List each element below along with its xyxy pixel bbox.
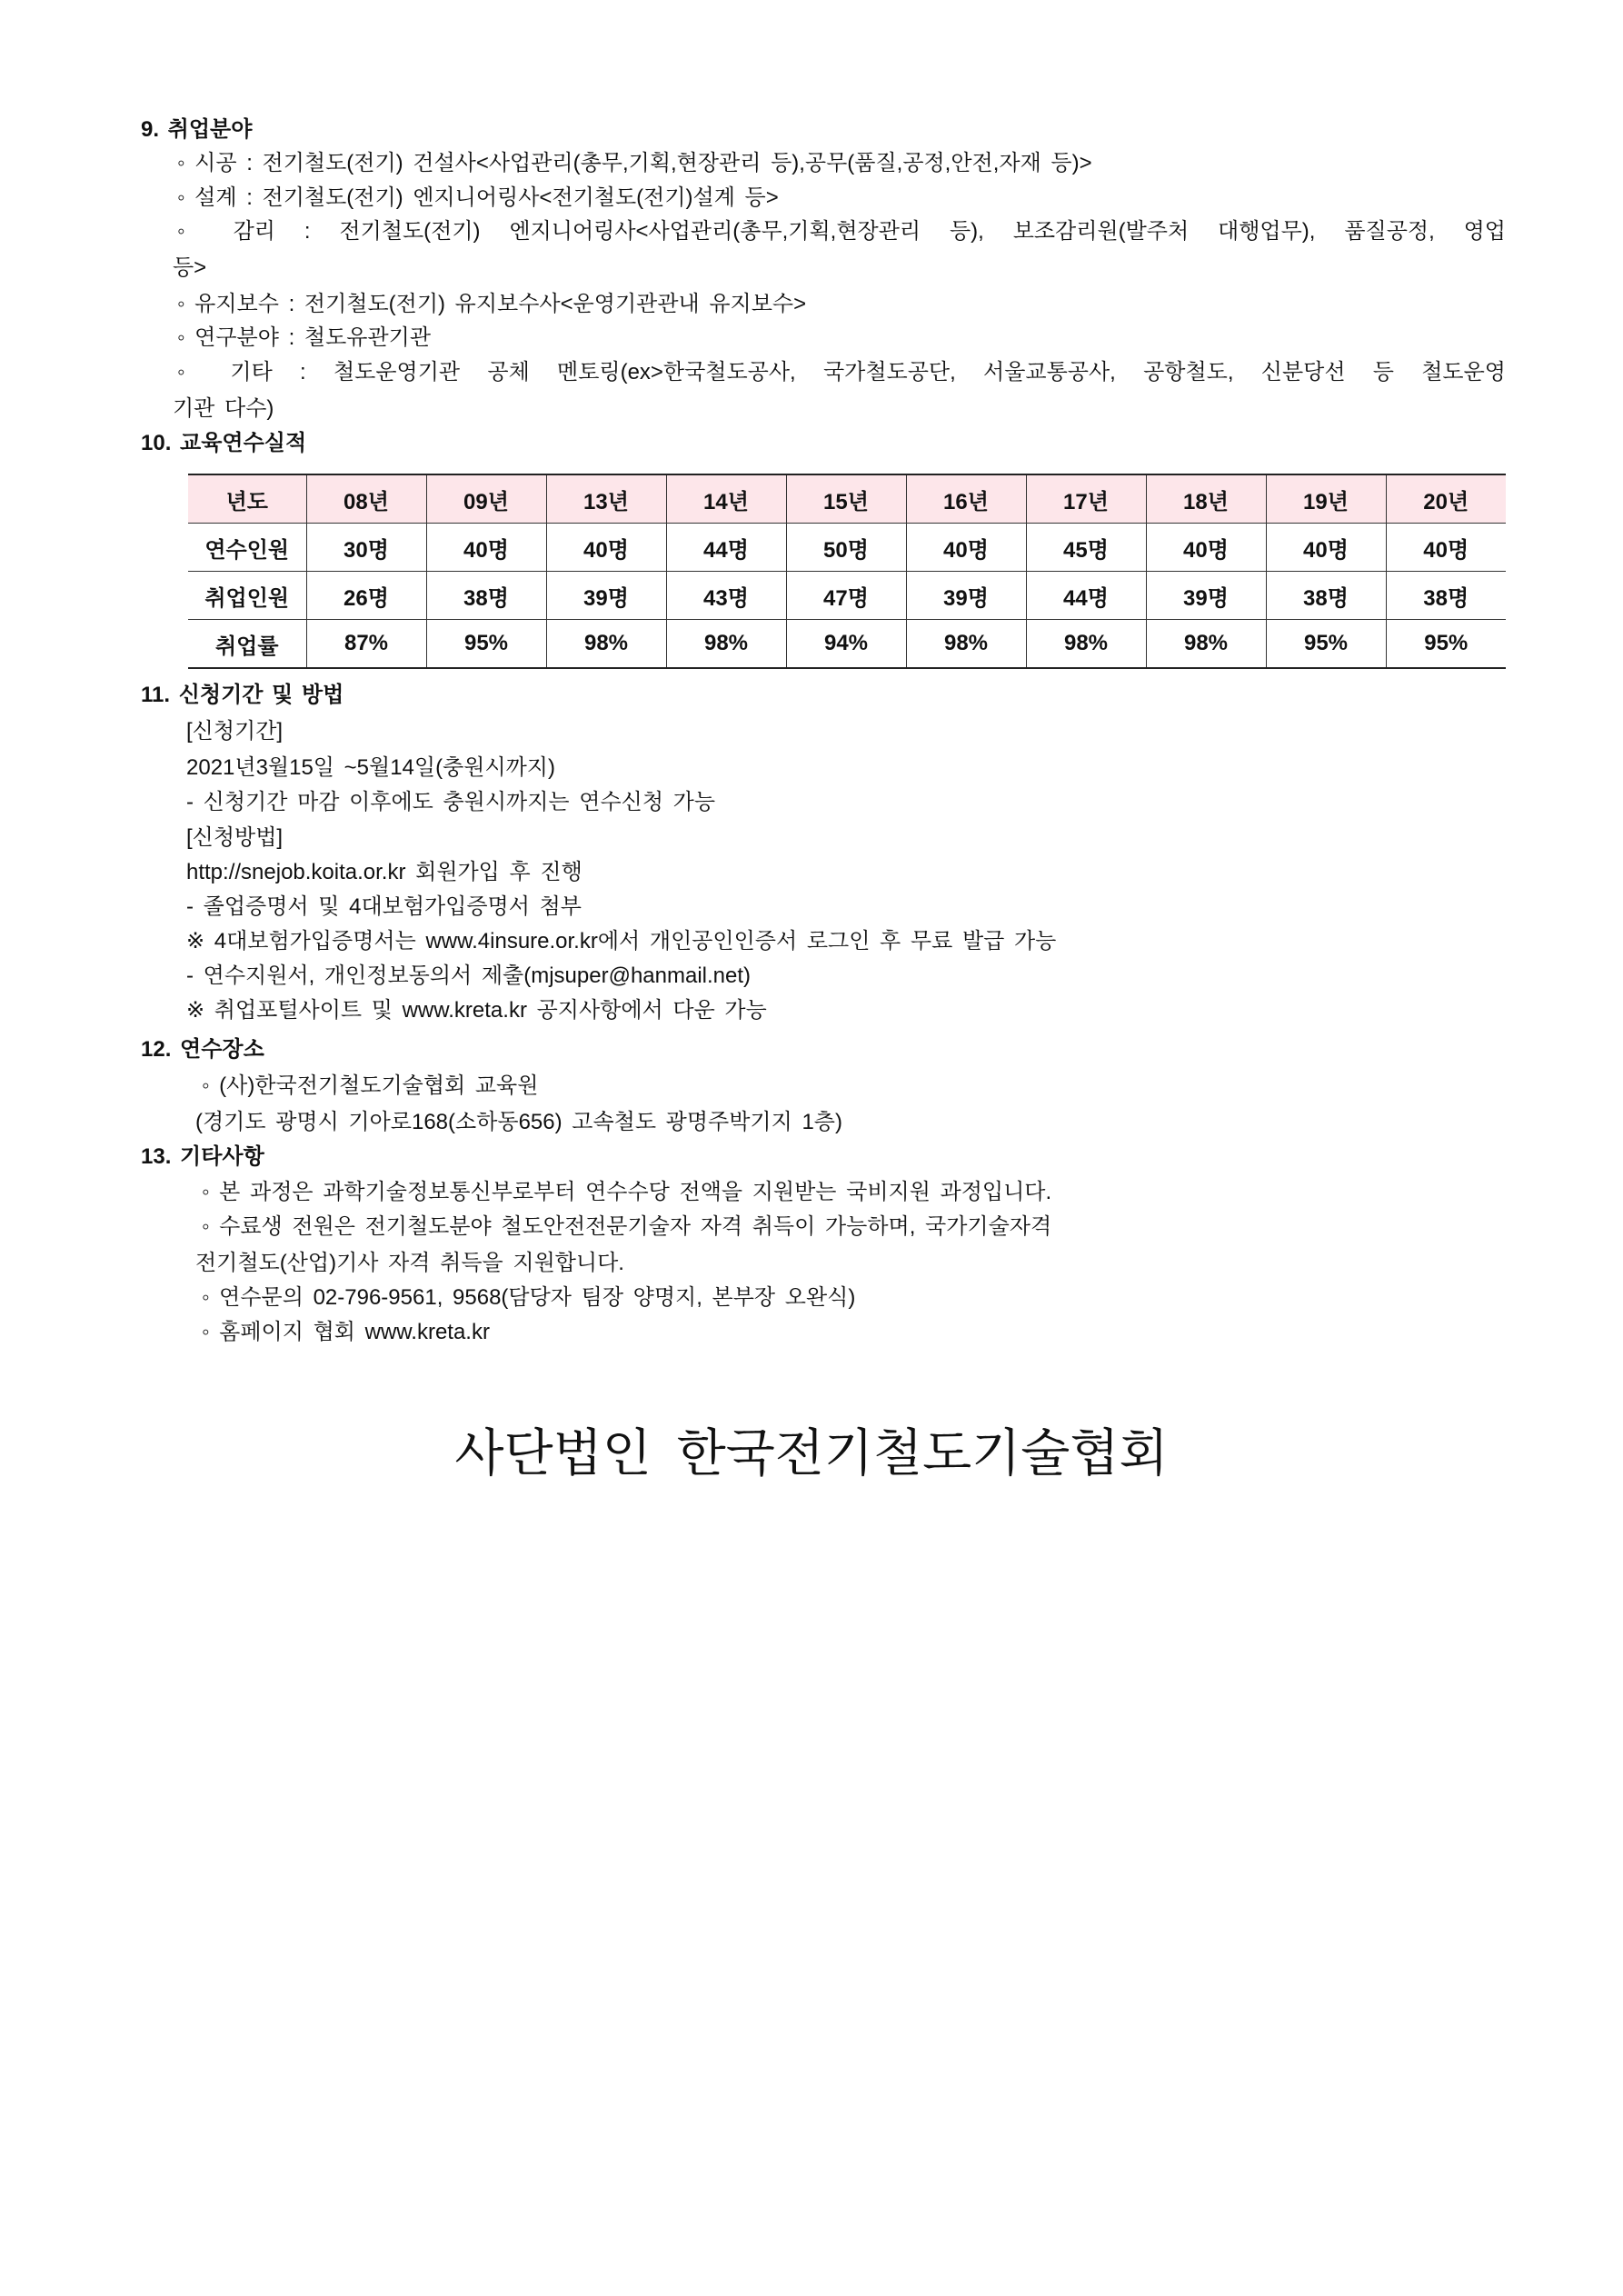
table-cell: 30명	[306, 524, 426, 572]
other-note-homepage: ◦ 홈페이지 협회 www.kreta.kr	[202, 1320, 490, 1344]
employment-field-other: ◦ 기타 : 철도운영기관 공체 멘토링(ex>한국철도공사, 국가철도공단, 서울교통공사, 공항철도, 신분당선 등 철도운영	[177, 360, 1506, 384]
organization-name: 사단법인 한국전기철도기술협회	[454, 1424, 1169, 1483]
application-method-documents: - 졸업증명서 및 4대보험가입증명서 첨부	[186, 894, 582, 919]
application-period-note: - 신청기간 마감 이후에도 충원시까지는 연수신청 가능	[186, 790, 716, 814]
table-cell: 40명	[1266, 524, 1386, 572]
table-cell: 98%	[1026, 620, 1146, 669]
section-12-heading: 12. 연수장소	[141, 1037, 264, 1062]
table-cell: 98%	[546, 620, 666, 669]
table-cell: 43명	[666, 572, 786, 620]
table-cell: 38명	[426, 572, 546, 620]
table-row-employed	[188, 572, 1506, 620]
section-11-heading: 11. 신청기간 및 방법	[141, 683, 344, 707]
table-cell: 39명	[1146, 572, 1266, 620]
application-method-forms: - 연수지원서, 개인정보동의서 제출(mjsuper@hanmail.net)	[186, 963, 752, 988]
application-period-label: [신청기간]	[186, 719, 284, 744]
employment-field-supervision-cont: 등>	[173, 255, 207, 280]
table-cell: 44명	[666, 524, 786, 572]
training-results-table	[188, 474, 1506, 669]
table-row-employment-rate	[188, 620, 1506, 669]
other-note-funding: ◦ 본 과정은 과학기술정보통신부로부터 연수수당 전액을 지원받는 국비지원 과정입니다.	[202, 1180, 1052, 1204]
application-period-dates: 2021년3월15일 ~5월14일(충원시까지)	[186, 755, 555, 780]
table-cell: 95%	[1386, 620, 1506, 669]
table-header-cell: 08년	[306, 474, 426, 524]
table-cell: 40명	[1386, 524, 1506, 572]
table-row-trainees	[188, 524, 1506, 572]
training-location-address: (경기도 광명시 기아로168(소하동656) 고속철도 광명주박기지 1층)	[195, 1110, 842, 1134]
table-cell: 98%	[1146, 620, 1266, 669]
table-cell: 39명	[906, 572, 1026, 620]
employment-field-other-cont: 기관 다수)	[173, 396, 274, 421]
table-cell: 26명	[306, 572, 426, 620]
application-method-site: http://snejob.koita.or.kr 회원가입 후 진행	[186, 860, 582, 884]
table-cell: 47명	[786, 572, 906, 620]
table-cell: 40명	[426, 524, 546, 572]
table-cell: 98%	[906, 620, 1026, 669]
table-header-cell: 20년	[1386, 474, 1506, 524]
table-cell: 40명	[546, 524, 666, 572]
table-header-cell: 17년	[1026, 474, 1146, 524]
table-row-label: 연수인원	[188, 524, 306, 572]
table-cell: 38명	[1266, 572, 1386, 620]
table-header-cell: 14년	[666, 474, 786, 524]
table-cell: 39명	[546, 572, 666, 620]
table-cell: 98%	[666, 620, 786, 669]
table-cell: 95%	[426, 620, 546, 669]
table-cell: 38명	[1386, 572, 1506, 620]
section-10-heading: 10. 교육연수실적	[141, 431, 307, 455]
table-header-cell: 19년	[1266, 474, 1386, 524]
table-cell: 40명	[906, 524, 1026, 572]
other-note-certification: ◦ 수료생 전원은 전기철도분야 철도안전전문기술자 자격 취득이 가능하며, 국가기술자격	[202, 1214, 1052, 1239]
other-note-certification-cont: 전기철도(산업)기사 자격 취득을 지원합니다.	[195, 1251, 624, 1275]
employment-field-supervision: ◦ 감리 : 전기철도(전기) 엔지니어링사<사업관리(총무,기획,현장관리 등), 보조감리원(발주처 대행업무), 품질공정, 영업	[177, 219, 1506, 244]
section-13-heading: 13. 기타사항	[141, 1144, 264, 1169]
other-note-contact: ◦ 연수문의 02-796-9561, 9568(담당자 팀장 양명지, 본부장 오완식)	[202, 1285, 856, 1310]
table-header-cell: 09년	[426, 474, 546, 524]
table-cell: 50명	[786, 524, 906, 572]
application-method-download-note: ※ 취업포털사이트 및 www.kreta.kr 공지사항에서 다운 가능	[186, 998, 767, 1023]
table-header-row	[188, 474, 1506, 524]
employment-field-maintenance: ◦ 유지보수 : 전기철도(전기) 유지보수사<운영기관관내 유지보수>	[177, 292, 807, 316]
table-header-cell: 16년	[906, 474, 1026, 524]
table-header-cell: 13년	[546, 474, 666, 524]
employment-field-design: ◦ 설계 : 전기철도(전기) 엔지니어링사<전기철도(전기)설계 등>	[177, 185, 779, 210]
table-header-cell: 18년	[1146, 474, 1266, 524]
employment-field-construction: ◦ 시공 : 전기철도(전기) 건설사<사업관리(총무,기획,현장관리 등),공무(품질,공정,안전,자재 등)>	[177, 151, 1092, 175]
training-location-name: ◦ (사)한국전기철도기술협회 교육원	[202, 1073, 539, 1098]
table-cell: 87%	[306, 620, 426, 669]
section-9-heading: 9. 취업분야	[141, 117, 253, 142]
application-method-label: [신청방법]	[186, 825, 284, 850]
table-cell: 44명	[1026, 572, 1146, 620]
employment-field-research: ◦ 연구분야 : 철도유관기관	[177, 325, 432, 350]
table-row-label: 취업률	[188, 620, 306, 669]
table-header-cell: 15년	[786, 474, 906, 524]
application-method-insurance-note: ※ 4대보험가입증명서는 www.4insure.or.kr에서 개인공인인증서 로그인 후 무료 발급 가능	[186, 929, 1057, 953]
table-cell: 40명	[1146, 524, 1266, 572]
table-header-cell: 년도	[188, 474, 306, 524]
table-row-label: 취업인원	[188, 572, 306, 620]
table-cell: 45명	[1026, 524, 1146, 572]
table-cell: 94%	[786, 620, 906, 669]
table-cell: 95%	[1266, 620, 1386, 669]
